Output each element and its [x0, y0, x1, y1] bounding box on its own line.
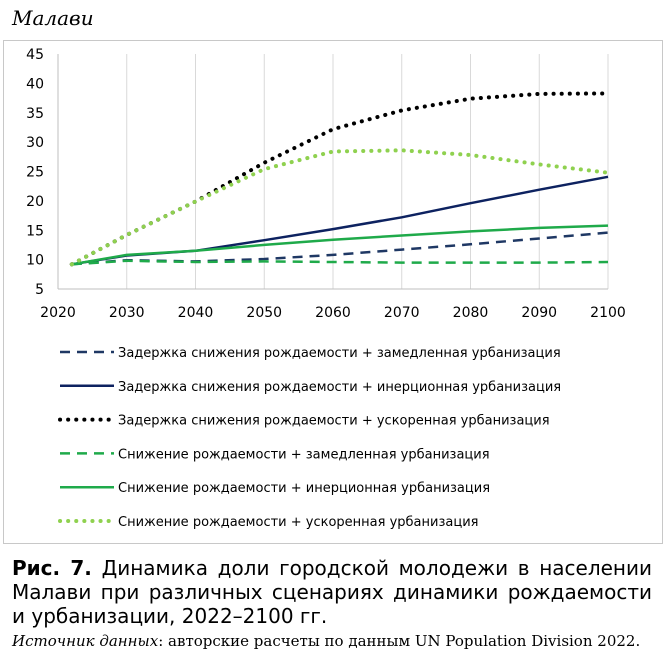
y-tick-label: 35 [26, 105, 44, 122]
y-tick-label: 15 [26, 223, 44, 240]
legend-label-5: Снижение рождаемости + инерционная урбанизация [118, 481, 491, 497]
series-line-5 [72, 226, 608, 265]
source-note [12, 632, 662, 650]
chart-title: Малави [12, 6, 94, 30]
series-line-6 [72, 150, 608, 264]
y-tick-label: 40 [26, 76, 44, 93]
y-tick-label: 45 [26, 47, 44, 63]
caption-text: Динамика доли городской молодежи в населении Малави при различных сценариях динамики рождаемости и урбанизации, 2022–2100 гг. [12, 556, 652, 628]
x-tick-label: 2040 [177, 305, 214, 321]
x-tick-label: 2050 [246, 305, 283, 321]
figure-caption [12, 556, 652, 628]
caption-label: Рис. 7. [12, 556, 92, 580]
x-tick-label: 2060 [315, 305, 351, 321]
series-line-4 [72, 261, 608, 265]
series-line-2 [72, 177, 608, 264]
x-tick-label: 2100 [590, 305, 626, 321]
x-tick-label: 2090 [521, 305, 558, 321]
source-text: : авторские расчеты по данным UN Population Division 2022. [158, 632, 641, 650]
x-tick-label: 2020 [40, 305, 76, 321]
y-tick-label: 20 [26, 193, 44, 210]
y-tick-label: 25 [26, 164, 44, 181]
x-tick-label: 2070 [383, 305, 420, 321]
legend-label-4: Снижение рождаемости + замедленная урбанизация [118, 447, 490, 463]
legend-label-2: Задержка снижения рождаемости + инерционная урбанизация [118, 379, 562, 395]
x-tick-label: 2080 [452, 305, 489, 321]
legend-label-6: Снижение рождаемости + ускоренная урбанизация [118, 515, 479, 530]
legend-label-1: Задержка снижения рождаемости + замедленная урбанизация [118, 346, 561, 361]
x-tick-label: 2030 [108, 305, 145, 321]
series-line-1 [72, 233, 608, 265]
y-tick-label: 5 [35, 282, 44, 298]
source-label: Источник данных [12, 632, 159, 650]
y-tick-label: 30 [26, 135, 44, 152]
y-tick-label: 10 [26, 252, 44, 269]
legend-label-3: Задержка снижения рождаемости + ускоренная урбанизация [118, 413, 550, 429]
